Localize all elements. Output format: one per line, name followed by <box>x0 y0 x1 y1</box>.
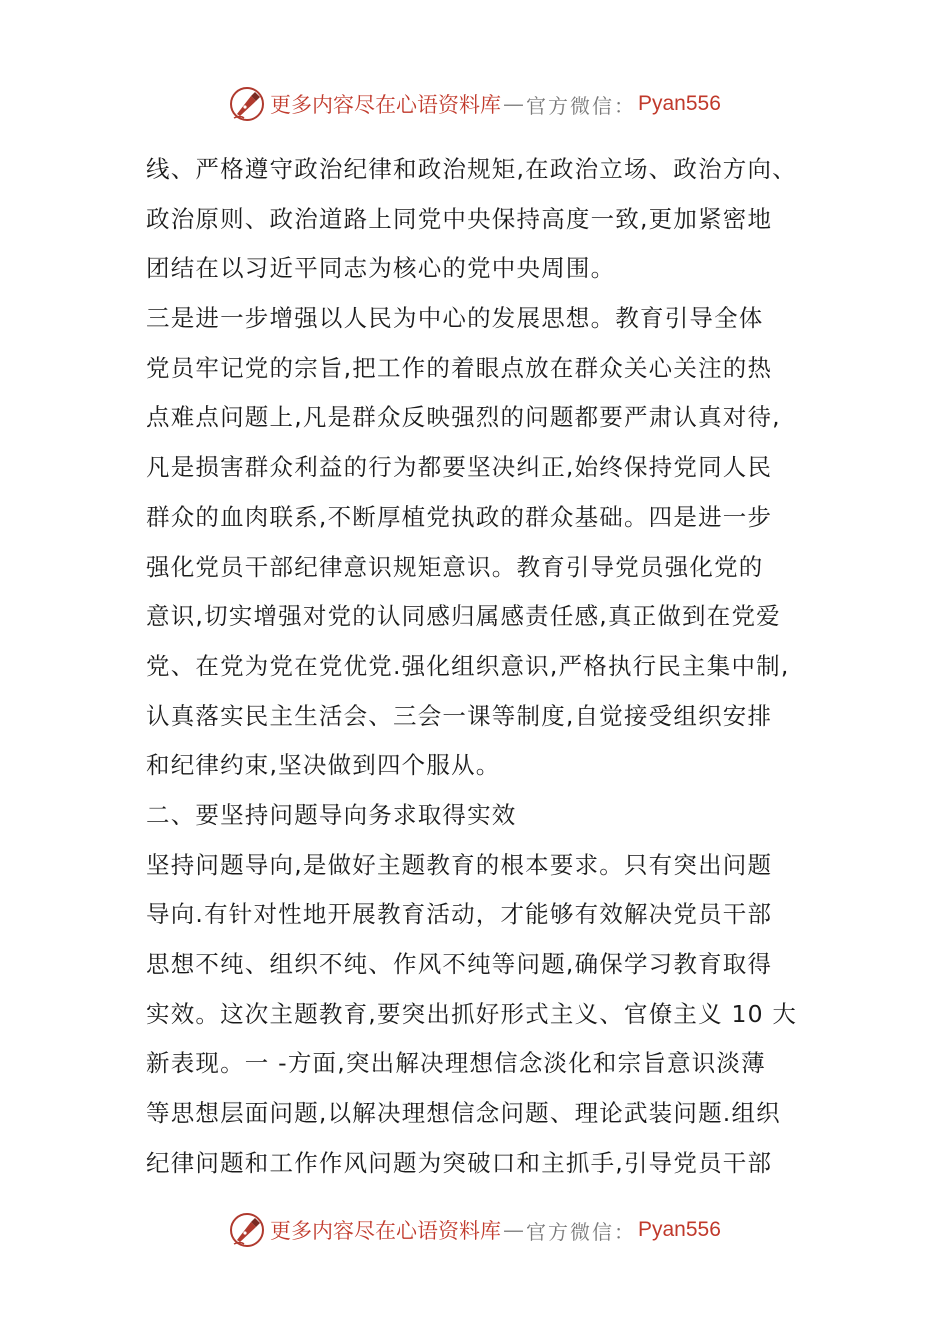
text-line: 点难点问题上,凡是群众反映强烈的问题都要严肃认真对待, <box>146 403 781 432</box>
text-line: 群众的血肉联系,不断厚植党执政的群众基础。四是进一步 <box>146 502 773 531</box>
pen-nib-logo-icon <box>228 1211 266 1249</box>
text-line: 实效。这次主题教育,要突出抓好形式主义、官僚主义 10 大 <box>146 999 798 1028</box>
banner-dash: — <box>503 92 524 116</box>
banner-wechat-id: Pyan556 <box>638 92 721 115</box>
text-line: 新表现。一 -方面,突出解决理想信念淡化和宗旨意识淡薄 <box>146 1049 766 1078</box>
text-line: 思想不纯、组织不纯、作风不纯等问题,确保学习教育取得 <box>146 950 773 978</box>
text-line: 等思想层面问题,以解决理想信念问题、理论武装问题.组织 <box>146 1099 781 1128</box>
text-line: 导向.有针对性地开展教育活动，才能够有效解决党员干部 <box>146 900 773 929</box>
text-line: 党、在党为党在党优党.强化组织意识,严格执行民主集中制, <box>146 651 790 680</box>
text-line: 强化党员干部纪律意识规矩意识。教育引导党员强化党的 <box>146 552 764 581</box>
banner-dash: — <box>503 1218 524 1242</box>
banner-slogan: 更多内容尽在心语资料库 <box>270 1219 501 1243</box>
banner-wechat-label: 官方微信： <box>526 93 636 118</box>
text-line: 线、严格遵守政治纪律和政治规矩,在政治立场、政治方向、 <box>146 155 797 183</box>
text-line: 团结在以习近平同志为核心的党中央周围。 <box>146 254 616 283</box>
banner-wechat-id: Pyan556 <box>638 1218 721 1241</box>
text-line: 党员牢记党的宗旨,把工作的着眼点放在群众关心关注的热 <box>146 353 773 382</box>
text-line: 政治原则、政治道路上同党中央保持高度一致,更加紧密地 <box>146 204 773 233</box>
text-line: 凡是损害群众利益的行为都要坚决纠正,始终保持党同人民 <box>146 453 773 482</box>
text-line: 三是进一步增强以人民为中心的发展思想。教育引导全体 <box>146 304 764 333</box>
header-banner <box>228 84 721 124</box>
text-line: 意识,切实增强对党的认同感归属感责任感,真正做到在党爱 <box>146 602 781 631</box>
text-line: 和纪律约束,坚决做到四个服从。 <box>146 751 501 780</box>
pen-nib-logo-icon <box>228 85 266 123</box>
banner-wechat-label: 官方微信： <box>526 1219 636 1244</box>
text-line: 坚持问题导向,是做好主题教育的根本要求。只有突出问题 <box>146 850 773 879</box>
footer-banner <box>228 1210 721 1250</box>
text-line: 认真落实民主生活会、三会一课等制度,自觉接受组织安排 <box>146 701 773 730</box>
text-line: 纪律问题和工作作风问题为突破口和主抓手,引导党员干部 <box>146 1148 773 1177</box>
section-heading: 二、要坚持问题导向务求取得实效 <box>146 800 517 829</box>
banner-slogan: 更多内容尽在心语资料库 <box>270 93 501 117</box>
document-body <box>146 145 810 1188</box>
